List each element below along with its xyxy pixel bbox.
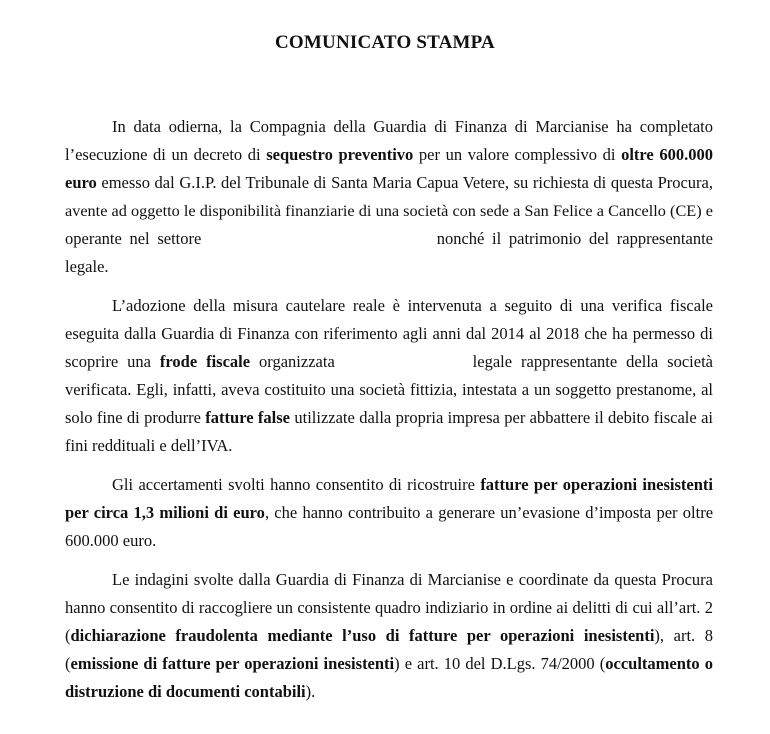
text-line [65, 380, 713, 400]
bold-text: euro [65, 173, 97, 192]
text: avente ad oggetto le disponibilità finanziarie di una società con sede a San Felice a Cancello (CE) e [65, 202, 713, 220]
text: ( [65, 626, 71, 645]
text-line [112, 296, 713, 316]
text-line [112, 117, 713, 137]
text: Gli accertamenti svolti hanno consentito di ricostruire [112, 475, 475, 494]
text: eseguita dalla Guardia di Finanza con riferimento agli anni dal 2014 al 2018 che ha permesso di [65, 324, 713, 343]
text: utilizzate dalla propria impresa per abbattere il debito fiscale ai [294, 408, 713, 427]
text: nonché il patrimonio del rappresentante [436, 229, 713, 248]
text: ) e art. 10 del D.Lgs. 74/2000 ( [394, 654, 606, 673]
bold-text: sequestro preventivo [266, 145, 414, 164]
text-line [65, 654, 713, 674]
text-line [65, 626, 713, 646]
text-line [112, 475, 713, 495]
bold-text: dichiarazione fraudolenta mediante l’uso di fatture per operazioni inesistenti [70, 626, 655, 645]
text-line [65, 408, 713, 428]
bold-text: oltre 600.000 [621, 145, 713, 164]
bold-text: frode fiscale [159, 352, 251, 371]
text: legale rappresentante della società [472, 352, 713, 371]
text-line [65, 173, 713, 193]
text: In data odierna, la Compagnia della Guardia di Finanza di Marcianise ha completato [112, 117, 713, 136]
text: operante nel settore [65, 229, 202, 248]
text: solo fine di produrre [65, 408, 201, 427]
text: ). [305, 682, 316, 701]
text: Le indagini svolte dalla Guardia di Finanza di Marcianise e coordinate da questa Procura [112, 570, 713, 589]
text: verificata. Egli, infatti, aveva costituito una società fittizia, intestata a un soggetto prestanome, al [65, 380, 713, 399]
bold-text: emissione di fatture per operazioni inesistenti [70, 654, 395, 673]
text: , che hanno contribuito a generare un’evasione d’imposta per oltre [264, 503, 714, 522]
text-line [65, 352, 713, 372]
text-line [65, 145, 713, 165]
bold-text: fatture per operazioni inesistenti [480, 475, 713, 494]
text-line [65, 257, 713, 277]
text: fini reddituali e dell’IVA. [65, 436, 233, 455]
text: organizzata [259, 352, 335, 371]
text: legale. [65, 257, 109, 276]
text: per un valore complessivo di [418, 145, 616, 164]
text: ), art. 8 [654, 626, 713, 645]
text: l’esecuzione di un decreto di [65, 145, 261, 164]
text: scoprire una [65, 352, 151, 371]
text: ( [65, 654, 71, 673]
text-line [112, 570, 713, 590]
text: 600.000 euro. [65, 531, 157, 550]
text: L’adozione della misura cautelare reale è intervenuta a seguito di una verifica fiscale [112, 296, 713, 315]
bold-text: distruzione di documenti contabili [65, 682, 306, 701]
text-line [65, 682, 713, 702]
text-line [65, 531, 713, 551]
bold-text: occultamento o [605, 654, 713, 673]
page-title: COMUNICATO STAMPA [275, 32, 495, 53]
text-line [65, 598, 713, 618]
bold-text: fatture false [205, 408, 290, 427]
text-line [65, 229, 713, 249]
text-line [65, 324, 713, 344]
text-line [65, 201, 713, 221]
text-line [65, 503, 713, 523]
bold-text: per circa 1,3 milioni di euro [65, 503, 265, 522]
text: hanno consentito di raccogliere un consistente quadro indiziario in ordine ai delitti di cui all’art. 2 [65, 598, 713, 617]
text-line [65, 436, 713, 456]
text: emesso dal G.I.P. del Tribunale di Santa Maria Capua Vetere, su richiesta di questa Procura, [101, 173, 714, 192]
